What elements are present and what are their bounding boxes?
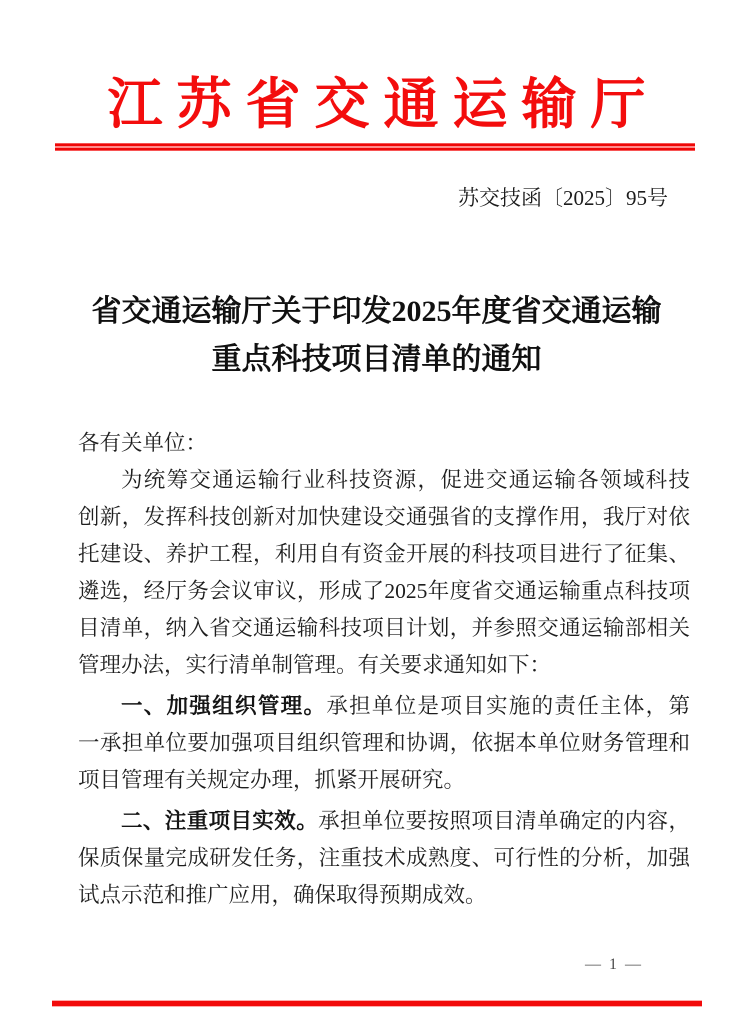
paragraph1-line1: 为统筹交通运输行业科技资源，促进交通运输各领域科技 bbox=[121, 468, 690, 492]
paragraph3-line2: 保质保量完成研发任务，注重技术成熟度、可行性的分析，加强 bbox=[78, 846, 690, 870]
paragraph3-line3: 试点示范和推广应用，确保取得预期成效。 bbox=[78, 883, 487, 907]
paragraph1-line4: 遴选，经厅务会议审议，形成了2025年度省交通运输重点科技项 bbox=[78, 579, 690, 603]
paragraph2-line2: 一承担单位要加强项目组织管理和协调，依据本单位财务管理和 bbox=[78, 731, 690, 755]
document-body bbox=[78, 425, 690, 914]
paragraph2-line3: 项目管理有关规定办理，抓紧开展研究。 bbox=[78, 768, 466, 792]
page-number: — 1 — bbox=[585, 956, 643, 973]
paragraph3-line1 bbox=[78, 803, 690, 840]
paragraph2-line1-text: 承担单位是项目实施的责任主体，第 bbox=[326, 694, 690, 718]
paragraph1-line6: 管理办法，实行清单制管理。有关要求通知如下： bbox=[78, 653, 552, 677]
footer-rule bbox=[52, 1000, 702, 1007]
paragraph2-heading: 一、加强组织管理。 bbox=[121, 694, 327, 718]
salutation: 各有关单位： bbox=[78, 431, 208, 455]
letterhead-divider-rule bbox=[55, 143, 695, 151]
agency-letterhead: 江苏省交通运输厅 bbox=[107, 74, 660, 135]
paragraph1-line3: 托建设、养护工程，利用自有资金开展的科技项目进行了征集、 bbox=[78, 542, 690, 566]
document-title bbox=[0, 288, 753, 384]
paragraph3-heading: 二、注重项目实效。 bbox=[121, 809, 319, 833]
paragraph1-line5: 目清单，纳入省交通运输科技项目计划，并参照交通运输部相关 bbox=[78, 616, 690, 640]
paragraph2-line1 bbox=[78, 688, 690, 725]
document-title-line1: 省交通运输厅关于印发2025年度省交通运输 bbox=[91, 295, 662, 328]
paragraph3-line1-text: 承担单位要按照项目清单确定的内容， bbox=[318, 809, 690, 833]
document-title-line2: 重点科技项目清单的通知 bbox=[211, 343, 542, 376]
document-reference-number: 苏交技函〔2025〕95号 bbox=[458, 186, 668, 210]
paragraph1-line2: 创新，发挥科技创新对加快建设交通强省的支撑作用，我厅对依 bbox=[78, 505, 690, 529]
